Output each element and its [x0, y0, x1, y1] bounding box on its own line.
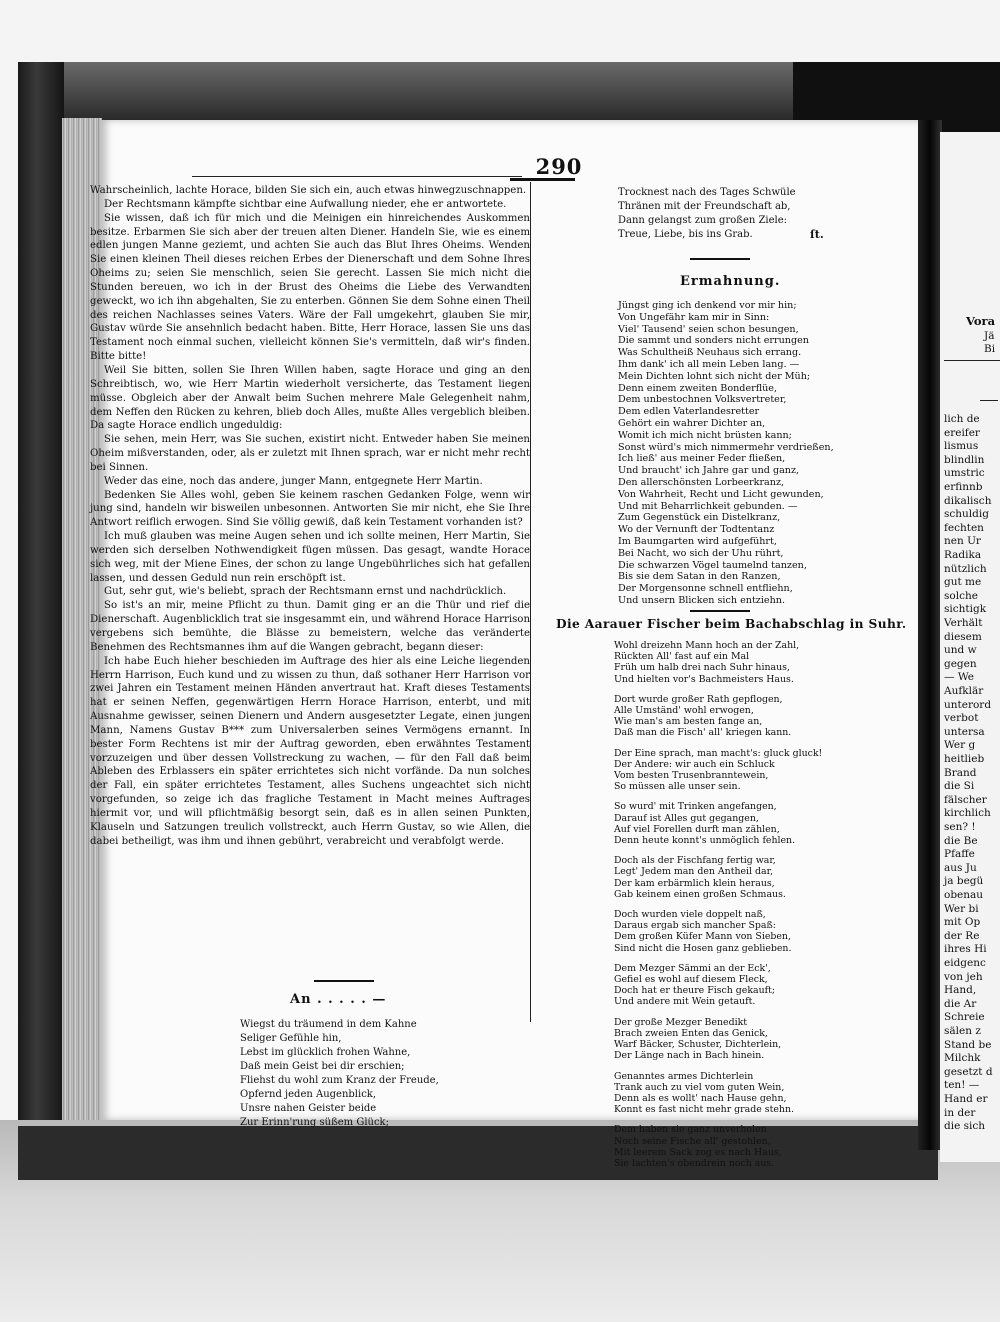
paragraph: Ich muß glauben was meine Augen sehen und ich sollte meinen, Herr Martin, Sie werden sich derselben Nothwendigkeit fügen müssen. Das gesagt, wandte Horace sich weg, mit der Miene Eines, der schon zu lange Ungebührliches sich hat gefallen lassen, und dessen Geduld nun rein erschöpft ist.: [90, 531, 530, 584]
poem-line: Daß mein Geist bei dir erschien;: [240, 1061, 405, 1072]
poem-line: Im Baumgarten wird aufgeführt,: [618, 535, 777, 547]
neighbor-text-line: der Re: [944, 929, 980, 942]
poem-line: Der Andere: wir auch ein Schluck: [614, 758, 775, 770]
neighbor-text-line: Verhält: [944, 617, 983, 629]
neighbor-text-line: Schreie: [944, 1011, 985, 1024]
poem-line: Die schwarzen Vögel taumelnd tanzen,: [618, 559, 807, 571]
poem-line: Wohl dreizehn Mann hoch an der Zahl,: [614, 640, 800, 651]
neighbor-text-line: obenau: [944, 889, 984, 901]
neighbor-text-line: ihres Hi: [944, 943, 987, 956]
neighbor-text-line: gegen: [944, 657, 977, 670]
neighbor-text-line: diesem: [944, 630, 982, 643]
neighbor-text-line: dikalisch: [944, 494, 992, 507]
poem-line: Dann gelangst zum großen Ziele:: [618, 215, 788, 226]
poem-line: Noch seine Fische all' gestohlen,: [614, 1135, 771, 1147]
poem-line: Auf viel Forellen durft man zählen,: [614, 823, 780, 835]
neighbor-text-line: lich de: [944, 413, 980, 425]
poem-line: Doch wurden viele doppelt naß,: [614, 909, 766, 921]
paragraph: Weil Sie bitten, sollen Sie Ihren Willen haben, sagte Horace und ging an den Schreibtisch, wo, wie Herr Martin wiederholt versicherte, das Testament liegen müsse. Obgleich aber der Anwalt beim Suchen mehrere Male Gelegenheit nahm, dem Neffen den Rücken zu kehren, blieb doch Alles, mußte Alles vergeblich bleiben. Da sagte Horace endlich ungeduldig:: [90, 364, 530, 432]
poem-line: Gehört ein wahrer Dichter an,: [618, 417, 766, 429]
poem-line: Und mit Beharrlichkeit gebunden. —: [618, 500, 798, 512]
poem-line: Wie man's am besten fange an,: [614, 716, 763, 728]
poem-ermahnung-title: Ermahnung.: [680, 274, 781, 289]
paragraph: Der Rechtsmann kämpfte sichtbar eine Aufwallung nieder, ehe er antwortete.: [104, 198, 507, 210]
neighbor-text-line: — We: [944, 671, 974, 684]
neighbor-text-line: unterord: [944, 698, 992, 711]
poem-line: Jüngst ging ich denkend vor mir hin;: [618, 300, 797, 311]
section-separator: [690, 610, 750, 612]
neighbor-text-line: von jeh: [944, 970, 983, 983]
poem-line: Dem haben sie ganz unverholen: [614, 1124, 767, 1136]
neighbor-text-line: fälscher: [944, 793, 987, 806]
neighbor-text-line: die Si: [944, 780, 975, 793]
neighbor-text-line: eidgenc: [944, 957, 986, 969]
neighbor-text-line: heitlieb: [944, 753, 985, 765]
paragraph: Bedenken Sie Alles wohl, geben Sie keinem raschen Gedanken Folge, wenn wir jung sind, handeln wir bisweilen unbesonnen. Antworten Sie mir nicht, ehe Sie Ihre Antwort reiflich erwogen. Sind Sie völlig gewiß, daß kein Testament vorhanden ist?: [90, 489, 530, 529]
stanza-gap: [614, 900, 822, 909]
neighbor-text-line: die Be: [944, 834, 978, 847]
neighbor-subline: Jä: [984, 330, 995, 342]
poem-fischer-title: Die Aarauer Fischer beim Bachabschlag in Suhr.: [556, 617, 907, 631]
column-divider: [530, 182, 531, 1022]
poem-line: Und unsern Blicken sich entziehn.: [618, 594, 786, 606]
stanza-gap: [614, 846, 822, 855]
neighbor-text-line: Radika: [944, 549, 982, 561]
neighbor-text-line: in der: [944, 1106, 976, 1119]
stanza-gap: [614, 1062, 822, 1071]
poem-line: Was Schultheiß Neuhaus sich errang.: [618, 347, 802, 359]
poem-an-continuation: [618, 186, 796, 242]
poem-line: Unsre nahen Geister beide: [240, 1103, 377, 1114]
poem-line: Fliehst du wohl zum Kranz der Freude,: [240, 1075, 439, 1086]
poem-line: So müssen alle unser sein.: [614, 781, 741, 793]
poem-line: Gefiel es wohl auf diesem Fleck,: [614, 974, 768, 986]
section-separator: [690, 258, 750, 260]
poem-line: Die sammt und sonders nicht errungen: [618, 335, 809, 347]
neighbor-rule: [944, 360, 1000, 361]
poem-line: Der Morgensonne schnell entfliehn,: [618, 583, 793, 595]
poem-line: Von Wahrheit, Recht und Licht gewunden,: [618, 488, 824, 500]
stanza-gap: [614, 954, 822, 963]
header-rule-right: [510, 178, 575, 181]
neighbor-text-line: Wer g: [944, 739, 976, 752]
poem-line: Und braucht' ich Jahre gar und ganz,: [618, 465, 800, 477]
poem-line: Rückten All' fast auf ein Mal: [614, 651, 750, 663]
poem-line: Warf Bäcker, Schuster, Dichterlein,: [614, 1039, 782, 1051]
paragraph: Gut, sehr gut, wie's beliebt, sprach der Rechtsmann ernst und nachdrücklich.: [104, 586, 507, 598]
neighbor-text-line: umstric: [944, 467, 985, 480]
poem-line: Denn als es wollt' nach Hause gehn,: [614, 1092, 787, 1104]
neighbor-text-line: untersa: [944, 725, 985, 738]
poem-line: Denn einem zweiten Bonderflüe,: [618, 382, 778, 394]
neighbor-text-line: Pfaffe: [944, 848, 975, 861]
neighbor-text-line: die Ar: [944, 997, 977, 1010]
neighbor-text-line: Aufklär: [944, 685, 984, 697]
poem-line: Sind nicht die Hosen ganz geblieben.: [614, 942, 792, 954]
neighbor-text-line: und w: [944, 644, 977, 657]
poem-line: Daß man die Fisch' all' kriegen kann.: [614, 727, 792, 739]
poem-line: Viel' Tausend' seien schon besungen,: [618, 323, 799, 335]
story-column: [90, 184, 530, 849]
neighbor-subline: Bi: [984, 343, 996, 355]
poem-line: Doch hat er theure Fisch gekauft;: [614, 985, 776, 997]
neighbor-text-line: mit Op: [944, 916, 981, 929]
poem-line: Doch als der Fischfang fertig war,: [614, 855, 776, 867]
stanza-gap: [614, 739, 822, 748]
poem-line: Womit ich mich nicht brüsten kann;: [618, 429, 792, 441]
neighbor-text-line: lismus: [944, 440, 979, 453]
neighbor-text-line: verbot: [944, 712, 979, 725]
poem-line: Wiegst du träumend in dem Kahne: [240, 1019, 417, 1030]
stanza-gap: [614, 792, 822, 801]
poem-line: Gab keinem einen großen Schmaus.: [614, 888, 786, 900]
poem-line: Lebst im glücklich frohen Wahne,: [240, 1047, 411, 1058]
paragraph: Wahrscheinlich, lachte Horace, bilden Sie sich ein, auch etwas hinwegzuschnappen.: [90, 185, 527, 196]
poem-line: Opfernd jeden Augenblick,: [240, 1089, 377, 1100]
poem-line: So wurd' mit Trinken angefangen,: [614, 801, 777, 813]
poem-line: Von Ungefähr kam mir in Sinn:: [618, 311, 770, 323]
poem-line: Denn heute konnt's unmöglich fehlen.: [614, 835, 796, 847]
poem-line: Vom besten Trusenbranntewein,: [614, 770, 769, 782]
poem-line: Früh um halb drei nach Suhr hinaus,: [614, 662, 790, 674]
neighbor-text-line: Brand: [944, 766, 977, 779]
scan-background-top: [0, 0, 1000, 60]
paragraph: So ist's an mir, meine Pflicht zu thun. Damit ging er an die Thür und rief die Dienerschaft. Augenblicklich trat sie insgesammt ein, und während Horace Harrison vergebens sich bemühte, die Blässe zu bemeistern, welche das veränderte Benehmen des Rechtsmannes ihm auf die Wangen gebracht, begann dieser:: [90, 600, 530, 653]
neighbor-page-fragment: [940, 132, 1000, 1162]
neighbor-text-line: erfinnb: [944, 481, 983, 493]
neighbor-text-line: gut me: [944, 576, 982, 589]
poem-line: Zum Gegenstück ein Distelkranz,: [618, 512, 781, 524]
paragraph: Sie sehen, mein Herr, was Sie suchen, existirt nicht. Entweder haben Sie meinen Oheim mißverstanden, oder, als er zuletzt mit Ihnen sprach, war er nicht mehr recht bei Sinnen.: [90, 434, 530, 473]
poem-an-title: An . . . . . —: [290, 992, 387, 1007]
section-separator: [314, 980, 374, 982]
header-rule-left: [192, 176, 522, 177]
neighbor-text-line: gesetzt d: [944, 1065, 993, 1078]
poem-line: Zur Erinn'rung süßem Glück;: [240, 1117, 389, 1128]
poem-line: Der Eine sprach, man macht's: gluck gluck!: [614, 747, 823, 759]
paragraph: Ich habe Euch hieher beschieden im Auftrage des hier als eine Leiche liegenden Herrn Harrison, Euch kund und zu wissen zu thun, daß sothaner Herr Harrison vor zwei Jahren ein Testament meinen Händen anvertraut hat. Kraft dieses Testaments hat er seinen Neffen, gegenwärtigen Herrn Horace Harrison, enterbt, und mit Ausnahme gewisser, seinen Dienern und Andern ausgesetzter Legate, einen jungen Mann, Namens Gustav B*** zum Universalerben seines Vermögens ernannt. In bester Form Rechtens ist mir der Auftrag geworden, eben erwähntes Testament vorzuzeigen und über dessen Vollstreckung zu wachen, — für den Fall daß beim Ableben des Erblassers ein später errichtetes sich nicht vorfände. Da nun solches der Fall, ein später errichtetes Testament, alles Suchens ungeachtet sich nicht vorgefunden, so zeige ich das fragliche Testament in Macht meines Auftrages hiermit vor, und will pflichtmäßig besorgt sein, daß es in allen seinen Punkten, Klauseln und Satzungen treulich vollstreckt, auch Herrn Gustav, so wie Allen, die dabei betheiligt, was ihm und ihnen gebührt, verabreicht und verabfolgt werde.: [90, 655, 530, 847]
poem-line: Konnt es fast nicht mehr grade stehn.: [614, 1104, 794, 1116]
main-page: [90, 120, 918, 1169]
poem-line: Brach zweien Enten das Genick,: [614, 1027, 768, 1039]
poem-line: Sie lachten's obendrein noch aus.: [614, 1157, 775, 1169]
neighbor-rule: [980, 400, 998, 401]
neighbor-text-line: blindlin: [944, 453, 985, 466]
poem-line: Treue, Liebe, bis ins Grab.: [618, 229, 753, 240]
neighbor-text-line: sen? !: [944, 821, 976, 833]
poem-line: Ihm dank' ich all mein Leben lang. —: [618, 358, 800, 370]
poem-line: Bis sie dem Satan in den Ranzen,: [618, 571, 781, 583]
neighbor-text-line: solche: [944, 589, 978, 602]
poem-line: Und andere mit Wein getauft.: [614, 996, 756, 1008]
book-spine-gutter: [918, 120, 942, 1150]
neighbor-text-line: Milchk: [944, 1052, 981, 1065]
poem-line: Seliger Gefühle hin,: [240, 1033, 342, 1044]
poem-line: Sonst würd's mich nimmermehr verdrießen,: [618, 441, 834, 453]
poem-fischer-lines: [614, 640, 822, 1169]
poem-line: Dem Mezger Sämmi an der Eck',: [614, 962, 771, 974]
neighbor-text-line: fechten: [944, 521, 984, 534]
poem-ermahnung-lines: [618, 300, 834, 607]
poem-line: Trank auch zu viel vom guten Wein,: [614, 1081, 785, 1093]
neighbor-text-line: die sich: [944, 1120, 986, 1133]
poem-line: Darauf ist Alles gut gegangen,: [614, 812, 759, 824]
neighbor-text-line: sälen z: [944, 1025, 981, 1037]
poem-line: Alle Umständ' wohl erwogen,: [614, 705, 754, 717]
poem-line: Den allerschönsten Lorbeerkranz,: [618, 476, 785, 488]
neighbor-text-line: kirchlich: [944, 807, 991, 820]
neighbor-text-line: ten! —: [944, 1079, 980, 1092]
neighbor-text-line: Stand be: [944, 1038, 992, 1051]
poem-an-lines: [240, 1018, 439, 1130]
paragraph: Weder das eine, noch das andere, junger Mann, entgegnete Herr Martin.: [104, 475, 483, 487]
neighbor-text-line: sichtigk: [944, 603, 987, 616]
poem-line: Dort wurde großer Rath gepflogen,: [614, 693, 783, 705]
poem-line: Legt' Jedem man den Antheil dar,: [614, 866, 774, 878]
poem-line: Daraus ergab sich mancher Spaß:: [614, 920, 776, 932]
poem-line: Trocknest nach des Tages Schwüle: [618, 187, 796, 198]
poem-line: Genanntes armes Dichterlein: [614, 1070, 754, 1082]
neighbor-text-line: ja begü: [944, 875, 984, 888]
poem-line: Dem edlen Vaterlandesretter: [618, 406, 760, 418]
book-cover-edge: [18, 62, 64, 1142]
neighbor-heading: Vora: [966, 314, 996, 328]
neighbor-text-line: aus Ju: [944, 861, 977, 874]
poem-line: Dem großen Küfer Mann von Sieben,: [614, 931, 791, 943]
stanza-gap: [614, 1008, 822, 1017]
neighbor-text-line: Hand,: [944, 984, 977, 997]
poem-line: Dem unbestochnen Volksvertreter,: [618, 394, 787, 406]
book-top-edge: [18, 62, 918, 120]
poem-line: Und hielten vor's Bachmeisters Haus.: [614, 673, 794, 685]
paragraph: Sie wissen, daß ich für mich und die Meinigen ein hinreichendes Auskommen besitze. Erbarmen Sie sich aber der treuen alten Diener. Handeln Sie, wie es einem edlen jungen Manne geziemt, und achten Sie auch das Blut Ihres Oheims. Wenden Sie einen kleinen Theil dieses reichen Erbes der Dienerschaft und dem Sohne Ihres Oheims zu; seien Sie menschlich, seien Sie gerecht. Lassen Sie mich nicht die Stunden bereuen, wo ich in der Brust des Oheims die Liebe des Verwandten geweckt, wo ich ihn abgehalten, Sie zu enterben. Gönnen Sie dem Sohne einen Theil des reichen Nachlasses seines Vaters. Wäre der Fall umgekehrt, glauben Sie mir, Gustav würde Sie ansehnlich bedacht haben. Bitte, Herr Horace, lassen Sie uns das Testament noch einmal suchen, vielleicht können Sie's vermitteln, daß wir's finden. Bitte bitte!: [90, 212, 530, 363]
neighbor-text-line: schuldig: [944, 508, 989, 521]
poem-signature: ſt.: [810, 228, 824, 241]
neighbor-text-line: Wer bi: [944, 902, 979, 915]
stanza-gap: [614, 1115, 822, 1124]
poem-line: Mein Dichten lohnt sich nicht der Müh;: [618, 370, 811, 382]
poem-line: Der große Mezger Benedikt: [614, 1016, 748, 1028]
poem-line: Bei Nacht, wo sich der Uhu rührt,: [618, 547, 784, 559]
poem-line: Der Länge nach in Bach hinein.: [614, 1050, 765, 1062]
neighbor-text-line: nen Ur: [944, 535, 981, 548]
page-number: 290: [535, 154, 583, 179]
poem-line: Mit leerem Sack zog es nach Haus,: [614, 1146, 782, 1158]
poem-line: Ich ließ' aus meiner Feder fließen,: [618, 453, 786, 465]
poem-line: Der kam erbärmlich klein heraus,: [614, 877, 775, 889]
neighbor-text-line: Hand er: [944, 1093, 988, 1105]
neighbor-text-line: nützlich: [944, 562, 987, 575]
poem-line: Wo der Vernunft der Todtentanz: [618, 524, 775, 536]
neighbor-text-line: ereifer: [944, 426, 980, 439]
stanza-gap: [614, 685, 822, 694]
poem-line: Thränen mit der Freundschaft ab,: [618, 201, 791, 212]
